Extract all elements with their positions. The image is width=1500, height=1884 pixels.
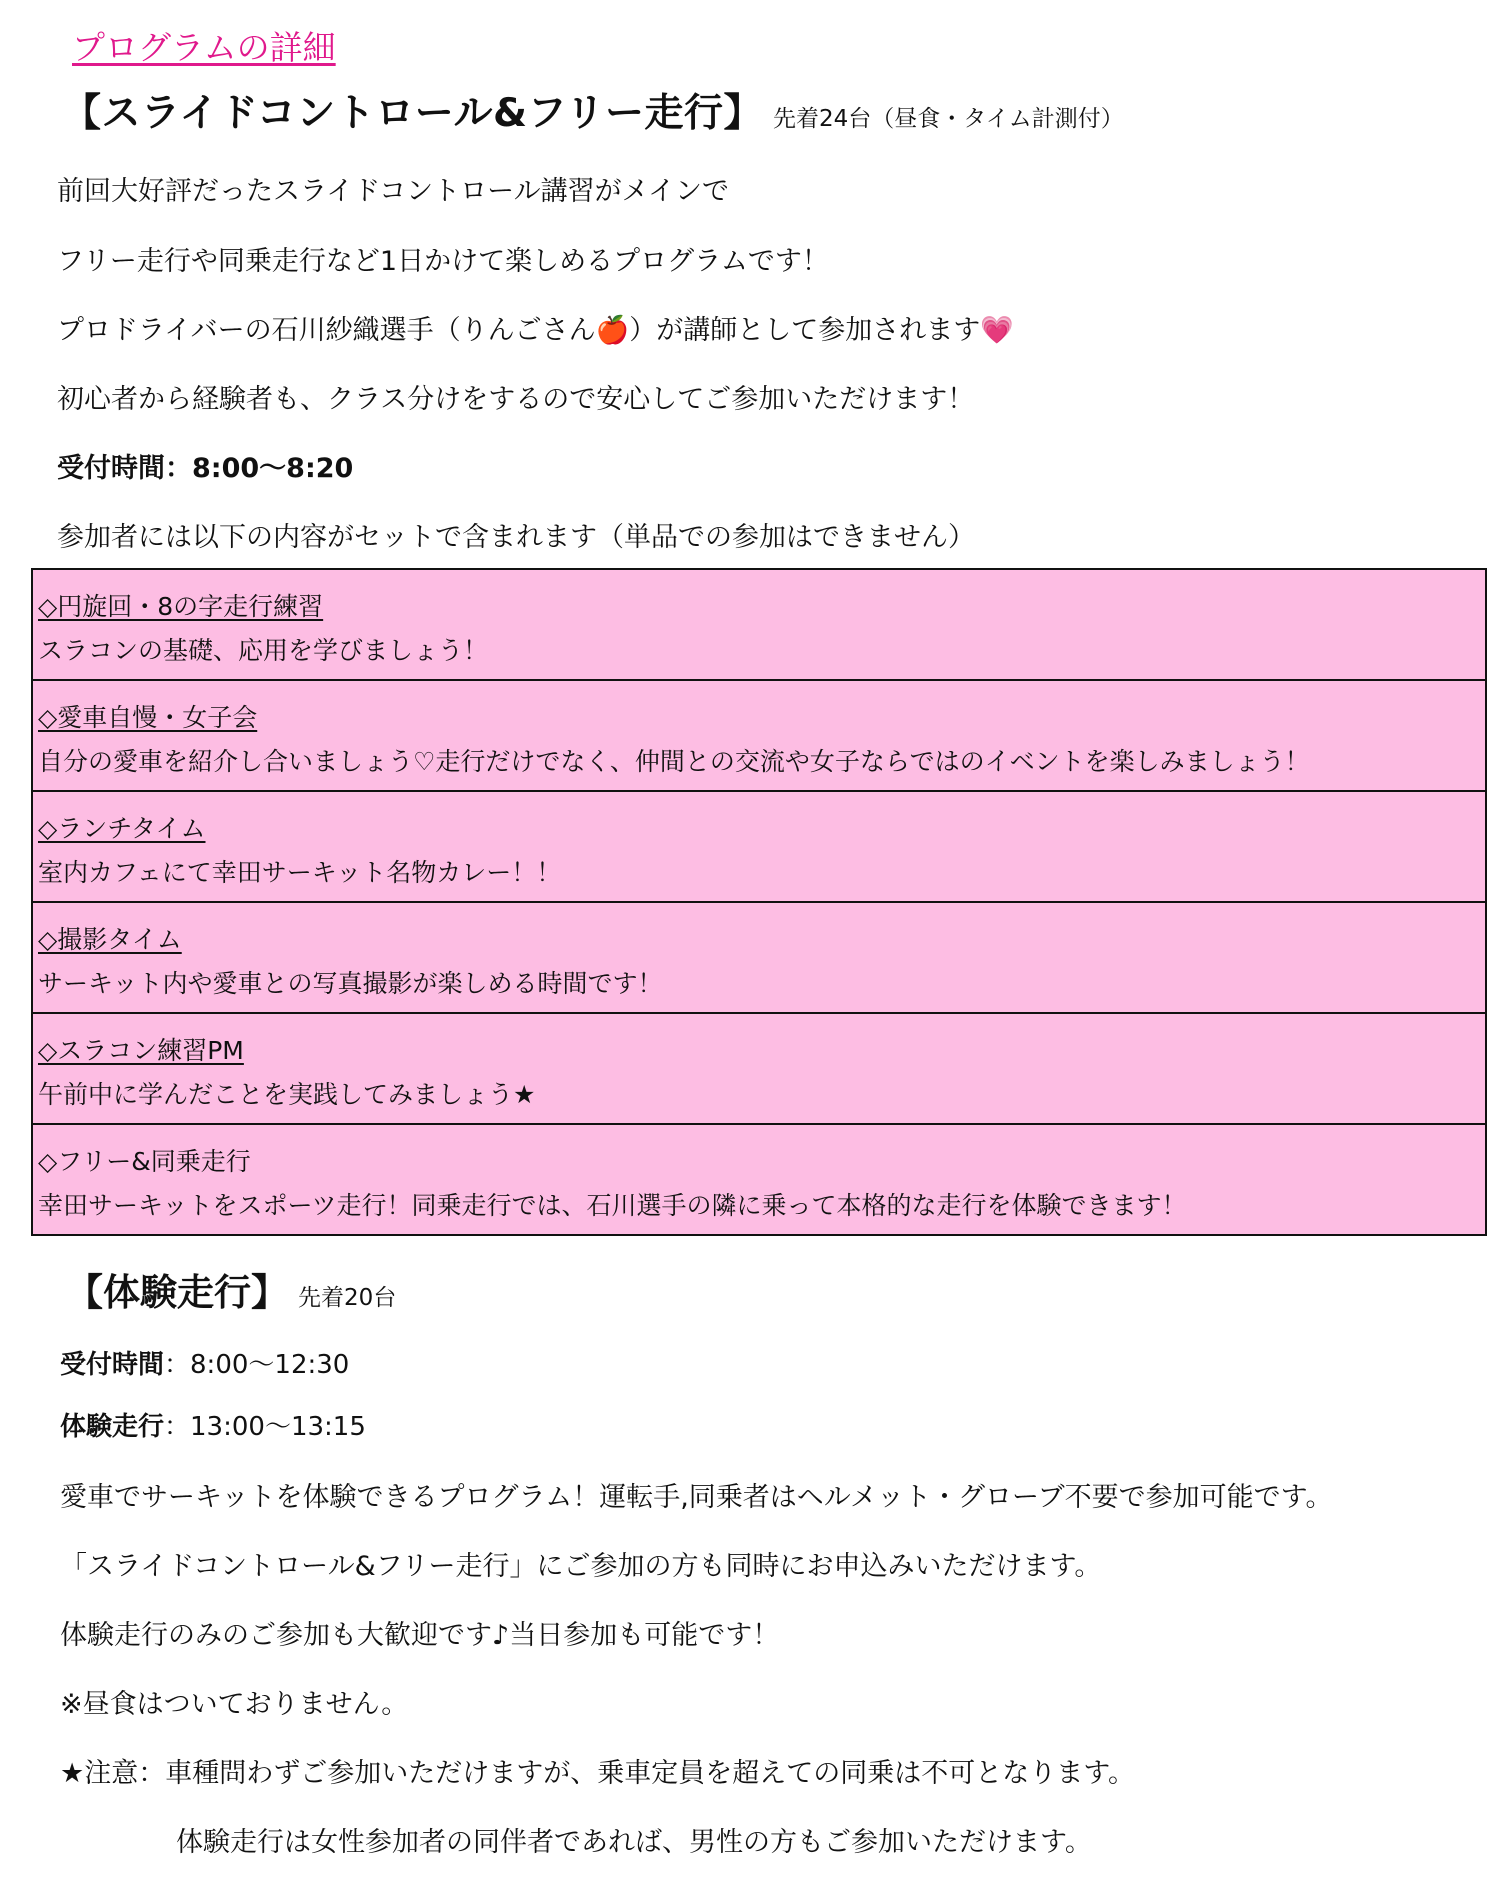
- program2-paragraph: 体験走行のみのご参加も大歓迎です♪当日参加も可能です！: [60, 1620, 780, 1651]
- program1-items-table: [31, 568, 1487, 1236]
- item-title: ◇愛車自慢・女子会: [38, 703, 258, 732]
- program2-run-time: [60, 1406, 366, 1443]
- item-description: 室内カフェにて幸田サーキット名物カレー！！: [38, 858, 562, 887]
- item-description: サーキット内や愛車との写真撮影が楽しめる時間です！: [38, 969, 663, 998]
- program1-paragraph: 初心者から経験者も、クラス分けをするので安心してご参加いただけます！: [57, 384, 975, 415]
- program1-paragraph: プロドライバーの石川紗織選手（りんごさん🍎）が講師として参加されます💗: [57, 315, 1014, 346]
- item-description: 幸田サーキットをスポーツ走行！同乗走行では、石川選手の隣に乗って本格的な走行を体験できます！: [38, 1191, 1187, 1220]
- item-title: ◇フリー&同乗走行: [38, 1147, 251, 1176]
- program2-paragraph: ※昼食はついておりません。: [60, 1689, 409, 1720]
- program2-heading: [66, 1262, 396, 1316]
- item-description: 午前中に学んだことを実践してみましょう★: [38, 1080, 536, 1109]
- program2-paragraph: 「スライドコントロール&フリー走行」にご参加の方も同時にお申込みいただけます。: [60, 1551, 1102, 1582]
- program1-paragraph: フリー走行や同乗走行など1日かけて楽しめるプログラムです！: [57, 246, 829, 277]
- table-row: [33, 903, 1485, 1014]
- table-row: [33, 792, 1485, 903]
- item-description: 自分の愛車を紹介し合いましょう♡走行だけでなく、仲間との交流や女子ならではのイベントを楽しみましょう！: [38, 747, 1310, 776]
- program1-paragraph: 前回大好評だったスライドコントロール講習がメインで: [57, 176, 730, 207]
- item-title: ◇スラコン練習PM: [38, 1036, 244, 1065]
- program1-reception-time: 受付時間：8:00～8:20: [57, 453, 354, 484]
- program1-subtitle: 先着24台（昼食・タイム計測付）: [772, 106, 1124, 132]
- reception-label: 受付時間: [60, 1350, 165, 1380]
- program2-title: 【体験走行】: [66, 1271, 288, 1314]
- program2-paragraph: 愛車でサーキットを体験できるプログラム！運転手,同乗者はヘルメット・グローブ不要で参加可能です。: [60, 1482, 1333, 1513]
- item-title: ◇ランチタイム: [38, 814, 206, 843]
- program1-heading: [62, 82, 1124, 138]
- item-description: スラコンの基礎、応用を学びましょう！: [38, 636, 489, 665]
- program1-includes-note: 参加者には以下の内容がセットで含まれます（単品での参加はできません）: [57, 522, 975, 553]
- item-title: ◇撮影タイム: [38, 925, 182, 954]
- run-label: 体験走行: [60, 1412, 165, 1442]
- section-link-program-details[interactable]: プログラムの詳細: [72, 28, 336, 67]
- run-value: ：13:00～13:15: [164, 1412, 366, 1442]
- table-row: [33, 570, 1485, 681]
- table-row: [33, 681, 1485, 792]
- program2-subtitle: 先着20台: [298, 1285, 397, 1311]
- program2-paragraph: 体験走行は女性参加者の同伴者であれば、男性の方もご参加いただけます。: [176, 1827, 1092, 1858]
- table-row: [33, 1125, 1485, 1236]
- reception-value: ：8:00～12:30: [164, 1350, 350, 1380]
- table-row: [33, 1014, 1485, 1125]
- program2-reception-time: [60, 1344, 349, 1381]
- item-title: ◇円旋回・8の字走行練習: [38, 592, 324, 621]
- program2-paragraph: ★注意：車種問わずご参加いただけますが、乗車定員を超えての同乗は不可となります。: [60, 1758, 1136, 1789]
- program1-title: 【スライドコントロール&フリー走行】: [62, 91, 763, 136]
